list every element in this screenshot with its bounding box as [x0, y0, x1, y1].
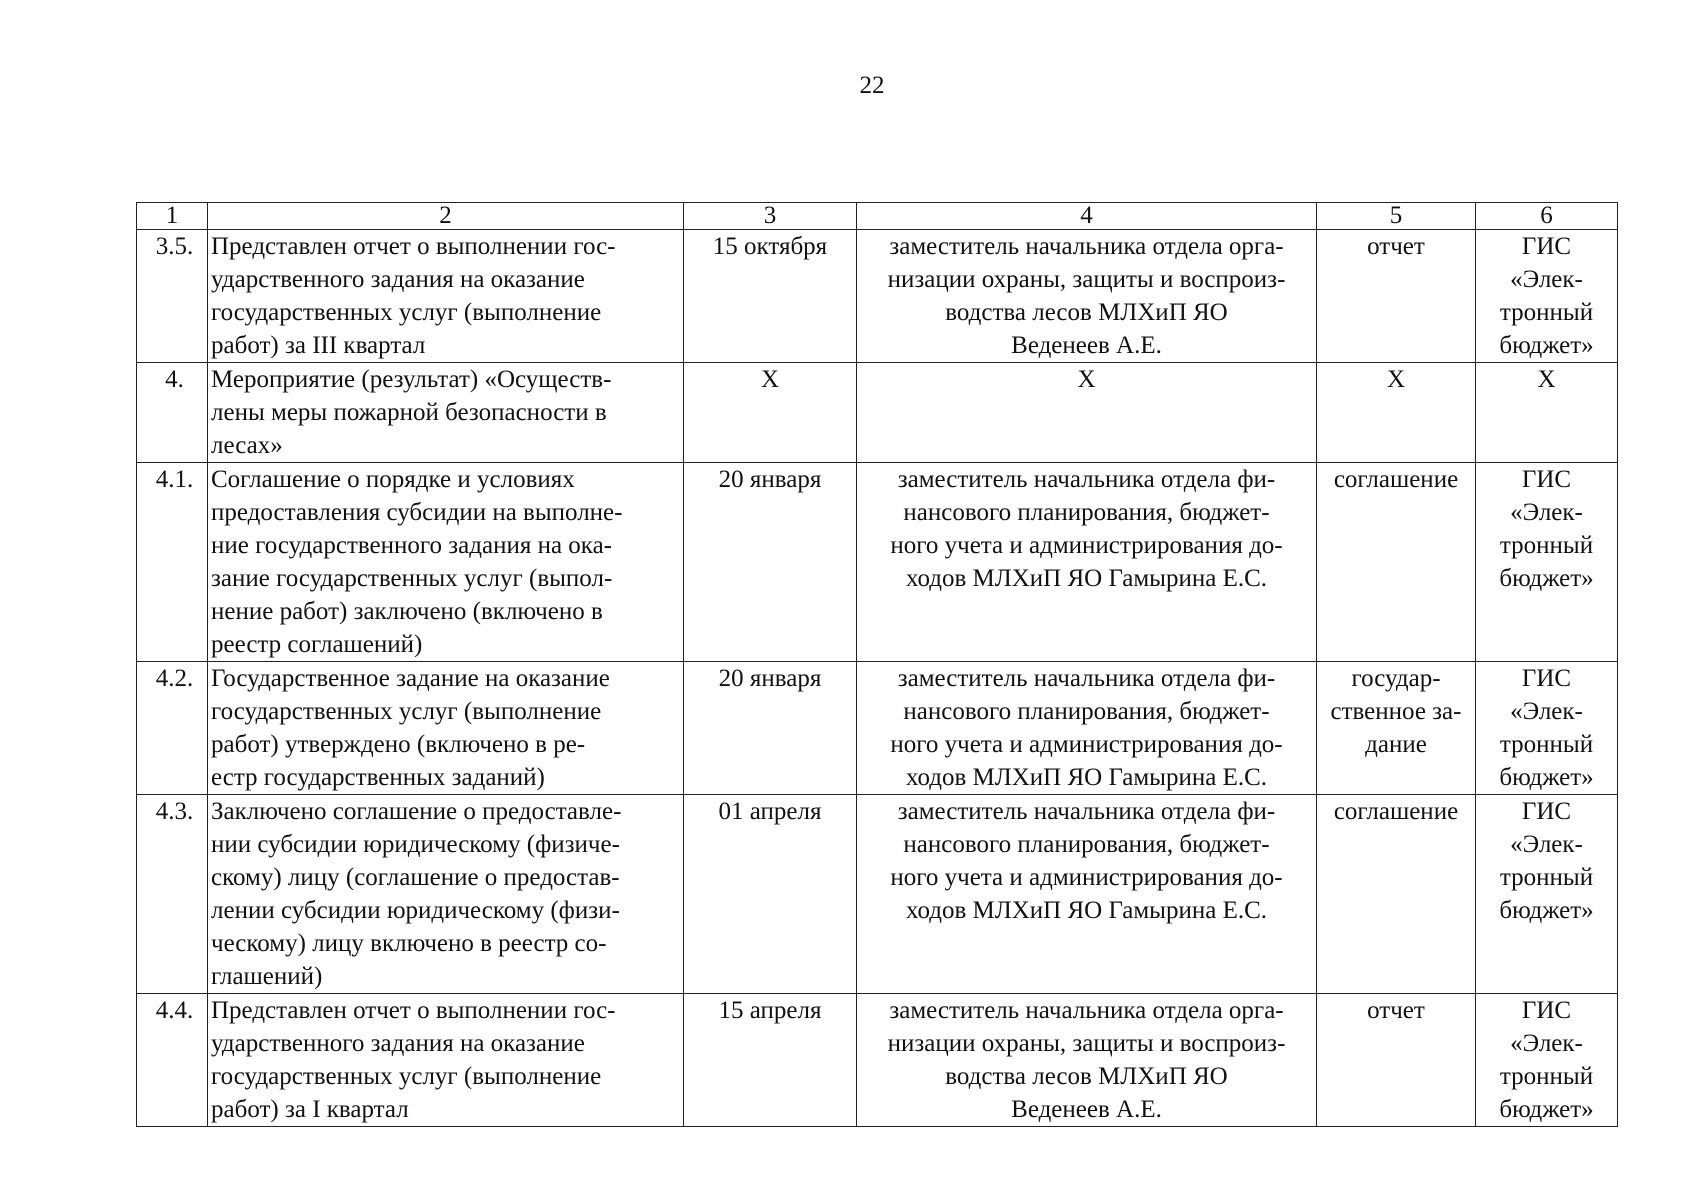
- document-type-cell: [1317, 463, 1476, 662]
- information-system-line: тронный: [1499, 731, 1594, 758]
- responsible-person-line: ходов МЛХиП ЯО Гамырина Е.С.: [905, 764, 1268, 791]
- event-description-line: работ) за I квартал: [211, 1096, 409, 1123]
- information-system-cell: [1476, 363, 1618, 463]
- row-number-cell: 4.1.: [137, 463, 208, 662]
- responsible-person-cell: [857, 230, 1317, 363]
- document-type-cell: [1317, 363, 1476, 463]
- event-description-cell: [208, 795, 684, 994]
- deadline-date-cell: [684, 795, 857, 994]
- event-description-line: ударственного задания на оказание: [211, 1030, 585, 1057]
- responsible-person-line: нансового планирования, бюджет-: [903, 499, 1270, 526]
- information-system-cell: [1476, 230, 1618, 363]
- event-description-line: Представлен отчет о выполнении гос-: [211, 233, 616, 260]
- table-row: [137, 463, 1618, 662]
- event-description-line: нии субсидии юридическому (физиче-: [211, 831, 620, 858]
- responsible-person-line: нансового планирования, бюджет-: [903, 831, 1270, 858]
- events-table: [136, 202, 1618, 1127]
- information-system-line: «Элек-: [1510, 499, 1583, 526]
- responsible-person-line: ного учета и администрирования до-: [890, 864, 1283, 891]
- responsible-person-line: нансового планирования, бюджет-: [903, 698, 1270, 725]
- document-type-cell: [1317, 230, 1476, 363]
- information-system-line: ГИС: [1521, 466, 1572, 493]
- event-description-line: Соглашение о порядке и условиях: [211, 466, 575, 493]
- information-system-line: бюджет»: [1499, 764, 1594, 791]
- responsible-person-line: Веденеев А.Е.: [1011, 332, 1162, 359]
- information-system-cell: [1476, 795, 1618, 994]
- event-description-line: реестр соглашений): [211, 631, 423, 658]
- event-description-line: Представлен отчет о выполнении гос-: [211, 997, 616, 1024]
- event-description-cell: [208, 994, 684, 1127]
- row-number-cell: 4.2.: [137, 662, 208, 795]
- table-row: [137, 662, 1618, 795]
- event-description-line: государственных услуг (выполнение: [211, 299, 602, 326]
- information-system-line: «Элек-: [1510, 266, 1583, 293]
- column-header: 3: [684, 203, 857, 230]
- information-system-line: ГИС: [1521, 665, 1572, 692]
- deadline-date-line: 15 апреля: [718, 997, 822, 1024]
- deadline-date-cell: [684, 230, 857, 363]
- event-description-cell: [208, 363, 684, 463]
- event-description-line: лены меры пожарной безопасности в: [211, 399, 607, 426]
- event-description-line: Государственное задание на оказание: [211, 665, 610, 692]
- row-number-cell: 4.4.: [137, 994, 208, 1127]
- responsible-person-line: Веденеев А.Е.: [1011, 1096, 1162, 1123]
- information-system-line: X: [1537, 366, 1556, 393]
- information-system-line: бюджет»: [1499, 565, 1594, 592]
- document-type-line: отчет: [1367, 233, 1425, 260]
- deadline-date-cell: [684, 994, 857, 1127]
- event-description-line: ческому) лицу включено в реестр со-: [211, 930, 607, 957]
- document-type-line: X: [1386, 366, 1406, 393]
- document-type-line: государ-: [1351, 665, 1441, 692]
- table-row: [137, 994, 1618, 1127]
- event-description-line: лении субсидии юридическому (физи-: [211, 897, 620, 924]
- event-description-line: ние государственного задания на ока-: [211, 532, 612, 559]
- document-type-cell: [1317, 795, 1476, 994]
- deadline-date-line: 20 января: [718, 466, 822, 493]
- event-description-line: работ) утверждено (включено в ре-: [211, 731, 586, 758]
- information-system-cell: [1476, 994, 1618, 1127]
- row-number-cell: 4.: [137, 363, 208, 463]
- event-description-line: естр государственных заданий): [211, 764, 545, 791]
- deadline-date-cell: [684, 463, 857, 662]
- event-description-cell: [208, 463, 684, 662]
- deadline-date-cell: [684, 662, 857, 795]
- responsible-person-cell: [857, 363, 1317, 463]
- event-description-line: государственных услуг (выполнение: [211, 1063, 602, 1090]
- event-description-cell: [208, 230, 684, 363]
- column-header: 1: [137, 203, 208, 230]
- table-row: [137, 363, 1618, 463]
- event-description-line: глашений): [211, 963, 323, 990]
- responsible-person-line: низации охраны, защиты и воспроиз-: [887, 266, 1286, 293]
- row-number-cell: 4.3.: [137, 795, 208, 994]
- event-description-line: скому) лицу (соглашение о предостав-: [211, 864, 620, 891]
- document-type-line: соглашение: [1333, 798, 1459, 825]
- information-system-line: бюджет»: [1499, 332, 1594, 359]
- document-type-line: ственное за-: [1330, 698, 1462, 725]
- row-number-cell: 3.5.: [137, 230, 208, 363]
- information-system-line: тронный: [1499, 864, 1594, 891]
- information-system-line: тронный: [1499, 532, 1594, 559]
- event-description-line: нение работ) заключено (включено в: [211, 598, 603, 625]
- document-type-cell: [1317, 662, 1476, 795]
- event-description-line: лесах»: [211, 432, 283, 459]
- information-system-line: ГИС: [1521, 233, 1572, 260]
- document-type-line: отчет: [1367, 997, 1425, 1024]
- responsible-person-cell: [857, 795, 1317, 994]
- event-description-line: работ) за III квартал: [211, 332, 426, 359]
- document-type-line: соглашение: [1333, 466, 1459, 493]
- responsible-person-line: ходов МЛХиП ЯО Гамырина Е.С.: [905, 565, 1268, 592]
- table-row: [137, 230, 1618, 363]
- responsible-person-line: ходов МЛХиП ЯО Гамырина Е.С.: [905, 897, 1268, 924]
- responsible-person-line: заместитель начальника отдела фи-: [897, 665, 1276, 692]
- event-description-line: ударственного задания на оказание: [211, 266, 585, 293]
- information-system-line: бюджет»: [1499, 1096, 1594, 1123]
- column-header: 5: [1317, 203, 1476, 230]
- document-type-cell: [1317, 994, 1476, 1127]
- responsible-person-cell: [857, 994, 1317, 1127]
- table-row: [137, 795, 1618, 994]
- event-description-cell: [208, 662, 684, 795]
- responsible-person-line: ного учета и администрирования до-: [890, 731, 1283, 758]
- responsible-person-line: заместитель начальника отдела орга-: [889, 997, 1284, 1024]
- responsible-person-line: X: [1077, 366, 1096, 393]
- deadline-date-line: 20 января: [718, 665, 822, 692]
- event-description-line: Мероприятие (результат) «Осуществ-: [211, 366, 612, 393]
- deadline-date-line: X: [760, 366, 780, 393]
- column-header: 4: [857, 203, 1317, 230]
- responsible-person-cell: [857, 463, 1317, 662]
- page-number: 22: [859, 72, 885, 99]
- document-type-line: дание: [1365, 731, 1427, 758]
- information-system-line: тронный: [1499, 1063, 1594, 1090]
- event-description-line: государственных услуг (выполнение: [211, 698, 602, 725]
- information-system-line: тронный: [1499, 299, 1594, 326]
- responsible-person-line: заместитель начальника отдела фи-: [897, 466, 1276, 493]
- deadline-date-line: 15 октября: [712, 233, 828, 260]
- table-header-row: [137, 203, 1618, 230]
- information-system-line: «Элек-: [1510, 1030, 1583, 1057]
- information-system-line: бюджет»: [1499, 897, 1594, 924]
- responsible-person-line: водства лесов МЛХиП ЯО: [945, 1063, 1228, 1090]
- column-header: 2: [208, 203, 684, 230]
- responsible-person-line: ного учета и администрирования до-: [890, 532, 1283, 559]
- event-description-line: Заключено соглашение о предоставле-: [211, 798, 622, 825]
- information-system-cell: [1476, 463, 1618, 662]
- information-system-line: «Элек-: [1510, 698, 1583, 725]
- information-system-cell: [1476, 662, 1618, 795]
- information-system-line: ГИС: [1521, 798, 1572, 825]
- column-header: 6: [1476, 203, 1618, 230]
- information-system-line: ГИС: [1521, 997, 1572, 1024]
- information-system-line: «Элек-: [1510, 831, 1583, 858]
- responsible-person-line: низации охраны, защиты и воспроиз-: [887, 1030, 1286, 1057]
- event-description-line: предоставления субсидии на выполне-: [211, 499, 623, 526]
- deadline-date-line: 01 апреля: [718, 798, 822, 825]
- responsible-person-cell: [857, 662, 1317, 795]
- responsible-person-line: заместитель начальника отдела орга-: [889, 233, 1284, 260]
- deadline-date-cell: [684, 363, 857, 463]
- responsible-person-line: заместитель начальника отдела фи-: [897, 798, 1276, 825]
- event-description-line: зание государственных услуг (выпол-: [211, 565, 613, 592]
- responsible-person-line: водства лесов МЛХиП ЯО: [945, 299, 1228, 326]
